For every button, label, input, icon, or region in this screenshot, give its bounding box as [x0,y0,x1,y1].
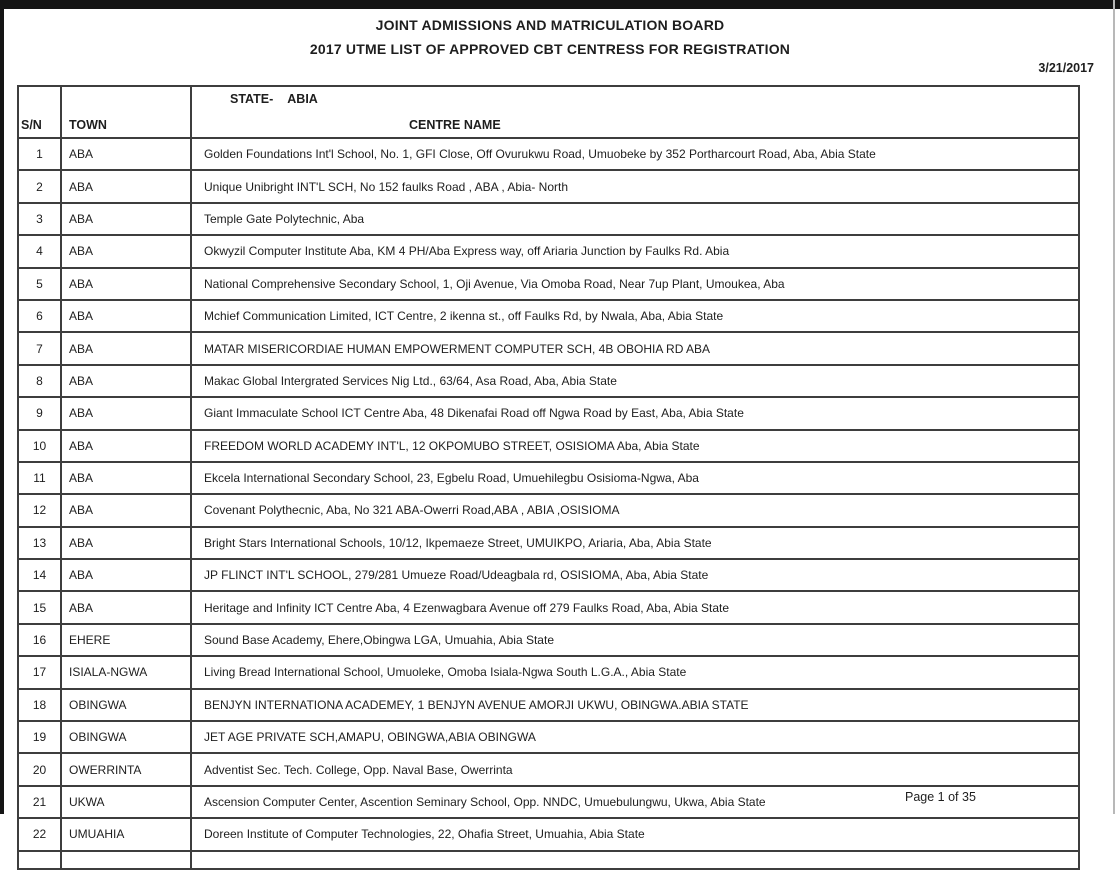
town-cell: OWERRINTA [61,753,191,785]
centre-row [18,397,1079,429]
centre-name-cell: Okwyzil Computer Institute Aba, KM 4 PH/Aba Express way, off Ariaria Junction by Faulks Rd. Abia [191,235,1079,267]
centres-table [17,85,1080,870]
centre-row [18,332,1079,364]
centre-row [18,365,1079,397]
centre-row [18,721,1079,753]
town-cell: EHERE [61,624,191,656]
town-cell: ABA [61,462,191,494]
serial-number-cell: 20 [18,753,61,785]
scan-edge-left [0,0,4,814]
serial-number-cell: 9 [18,397,61,429]
document-date: 3/21/2017 [1038,61,1094,75]
town-cell: ABA [61,268,191,300]
centre-name-cell: National Comprehensive Secondary School, 1, Oji Avenue, Via Omoba Road, Near 7up Plant, Umoukea, Aba [191,268,1079,300]
centre-row [18,138,1079,170]
column-header-centre [191,86,1079,138]
state-value: ABIA [287,92,318,106]
centre-name-heading: CENTRE NAME [409,118,501,132]
serial-number-cell: 10 [18,430,61,462]
centre-name-cell: Unique Unibright INT'L SCH, No 152 faulks Road , ABA , Abia- North [191,170,1079,202]
serial-number-cell: 13 [18,527,61,559]
centre-row [18,689,1079,721]
town-cell: ABA [61,527,191,559]
centre-name-cell: Makac Global Intergrated Services Nig Ltd., 63/64, Asa Road, Aba, Abia State [191,365,1079,397]
centre-row [18,430,1079,462]
town-cell: ABA [61,591,191,623]
centre-name-cell: FREEDOM WORLD ACADEMY INT'L, 12 OKPOMUBO STREET, OSISIOMA Aba, Abia State [191,430,1079,462]
town-cell: ABA [61,170,191,202]
document-title: JOINT ADMISSIONS AND MATRICULATION BOARD [375,17,725,33]
town-cell: ABA [61,430,191,462]
centre-row [18,235,1079,267]
centre-row [18,527,1079,559]
page-number: Page 1 of 35 [905,790,976,804]
state-label: STATE- [230,92,274,106]
centre-name-cell: Bright Stars International Schools, 10/12, Ikpemaeze Street, UMUIKPO, Ariaria, Aba, Abia State [191,527,1079,559]
table-header-row [18,86,1079,138]
town-cell: ABA [61,332,191,364]
scan-edge-right [1113,0,1115,814]
centre-name-cell: JET AGE PRIVATE SCH,AMAPU, OBINGWA,ABIA OBINGWA [191,721,1079,753]
scan-edge-top [0,0,1120,9]
town-cell: ABA [61,138,191,170]
serial-number-cell: 3 [18,203,61,235]
centre-name-cell: Golden Foundations Int'l School, No. 1, GFI Close, Off Ovurukwu Road, Umuobeke by 352 Portharcourt Road, Aba, Abia State [191,138,1079,170]
serial-number-cell: 6 [18,300,61,332]
centre-name-cell: MATAR MISERICORDIAE HUMAN EMPOWERMENT COMPUTER SCH, 4B OBOHIA RD ABA [191,332,1079,364]
centre-name-cell: Ekcela International Secondary School, 23, Egbelu Road, Umuehilegbu Osisioma-Ngwa, Aba [191,462,1079,494]
centre-name-cell: BENJYN INTERNATIONA ACADEMEY, 1 BENJYN AVENUE AMORJI UKWU, OBINGWA.ABIA STATE [191,689,1079,721]
serial-number-cell: 18 [18,689,61,721]
serial-number-cell: 15 [18,591,61,623]
centre-name-cell: Giant Immaculate School ICT Centre Aba, 48 Dikenafai Road off Ngwa Road by East, Aba, Abia State [191,397,1079,429]
serial-number-cell: 7 [18,332,61,364]
centre-name-cell: Living Bread International School, Umuoleke, Omoba Isiala-Ngwa South L.G.A., Abia State [191,656,1079,688]
centre-name-cell: Mchief Communication Limited, ICT Centre, 2 ikenna st., off Faulks Rd, by Nwala, Aba, Abia State [191,300,1079,332]
empty-row [18,851,1079,869]
town-cell: UKWA [61,786,191,818]
serial-number-cell: 22 [18,818,61,850]
centre-row [18,753,1079,785]
document-subtitle: 2017 UTME LIST OF APPROVED CBT CENTRESS FOR REGISTRATION [309,41,791,57]
centre-row [18,462,1079,494]
town-cell: ABA [61,300,191,332]
centre-name-cell: JP FLINCT INT'L SCHOOL, 279/281 Umueze Road/Udeagbala rd, OSISIOMA, Aba, Abia State [191,559,1079,591]
centre-row [18,624,1079,656]
serial-number-cell: 16 [18,624,61,656]
serial-number-cell: 5 [18,268,61,300]
centre-row [18,818,1079,850]
town-cell: ABA [61,203,191,235]
centre-row [18,559,1079,591]
town-cell: ABA [61,559,191,591]
serial-number-cell: 8 [18,365,61,397]
centre-name-cell: Adventist Sec. Tech. College, Opp. Naval Base, Owerrinta [191,753,1079,785]
centre-name-cell: Ascension Computer Center, Ascention Seminary School, Opp. NNDC, Umuebulungwu, Ukwa, Abia State [191,786,1079,818]
column-header-sn: S/N [18,86,61,138]
state-heading [230,92,318,106]
centre-row [18,656,1079,688]
serial-number-cell: 14 [18,559,61,591]
centre-name-cell: Covenant Polythecnic, Aba, No 321 ABA-Owerri Road,ABA , ABIA ,OSISIOMA [191,494,1079,526]
centre-row [18,494,1079,526]
serial-number-cell: 21 [18,786,61,818]
table-body [18,138,1079,869]
serial-number-cell: 4 [18,235,61,267]
town-cell: ABA [61,365,191,397]
town-cell: ABA [61,235,191,267]
centre-row [18,170,1079,202]
serial-number-cell [18,851,61,869]
town-cell [61,851,191,869]
serial-number-cell: 2 [18,170,61,202]
town-cell: ABA [61,494,191,526]
centre-name-cell: Sound Base Academy, Ehere,Obingwa LGA, Umuahia, Abia State [191,624,1079,656]
centre-row [18,203,1079,235]
centre-row [18,268,1079,300]
centre-row [18,300,1079,332]
serial-number-cell: 12 [18,494,61,526]
town-cell: ISIALA-NGWA [61,656,191,688]
serial-number-cell: 17 [18,656,61,688]
town-cell: UMUAHIA [61,818,191,850]
serial-number-cell: 11 [18,462,61,494]
centre-row [18,591,1079,623]
town-cell: OBINGWA [61,689,191,721]
centre-name-cell: Doreen Institute of Computer Technologies, 22, Ohafia Street, Umuahia, Abia State [191,818,1079,850]
centre-name-cell: Temple Gate Polytechnic, Aba [191,203,1079,235]
town-cell: ABA [61,397,191,429]
serial-number-cell: 19 [18,721,61,753]
centre-name-cell [191,851,1079,869]
centre-name-cell: Heritage and Infinity ICT Centre Aba, 4 Ezenwagbara Avenue off 279 Faulks Road, Aba, Abia State [191,591,1079,623]
serial-number-cell: 1 [18,138,61,170]
column-header-town: TOWN [61,86,191,138]
town-cell: OBINGWA [61,721,191,753]
